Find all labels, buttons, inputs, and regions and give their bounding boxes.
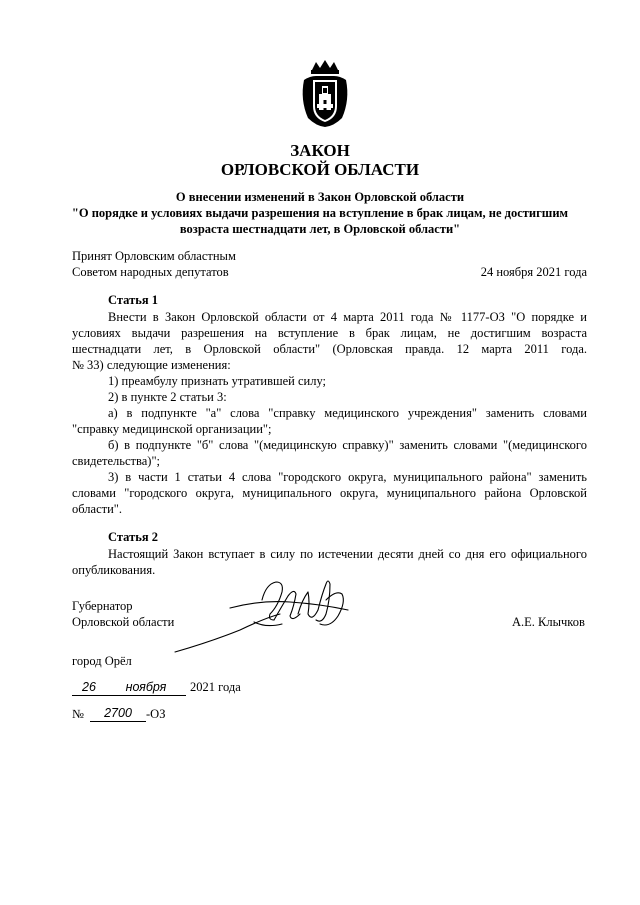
- article-1-line: № 33) следующие изменения:: [72, 358, 231, 372]
- signing-year: 2021 года: [190, 680, 241, 694]
- signatory-role-line-2: Орловской области: [72, 615, 175, 629]
- article-1-line: шестнадцати лет, в Орловской области" (Орловская правда. 12 марта 2011 года.: [72, 342, 587, 356]
- handwritten-signature-icon: [170, 570, 360, 660]
- article-2-line: Настоящий Закон вступает в силу по истечении десяти дней со дня его официального: [108, 547, 587, 561]
- article-1-subitem-b-cont: свидетельства)";: [72, 454, 161, 468]
- signatory-name: А.Е. Клычков: [512, 615, 585, 629]
- article-2-line: опубликования.: [72, 563, 156, 577]
- law-title: ЗАКОН: [290, 141, 350, 160]
- signing-month: ноября: [106, 680, 186, 696]
- article-1-line: Внести в Закон Орловской области от 4 марта 2011 года № 1177-ОЗ "О порядке и: [108, 310, 587, 324]
- article-1-subitem-a-cont: "справку медицинской организации";: [72, 422, 272, 436]
- law-number-prefix: №: [72, 707, 84, 721]
- article-1-subitem-a: а) в подпункте "а" слова "справку медицинского учреждения" заменить словами: [108, 406, 587, 420]
- law-subtitle-line-1: О внесении изменений в Закон Орловской области: [175, 190, 465, 204]
- adoption-date: 24 ноября 2021 года: [480, 265, 587, 279]
- signatory-role-line-1: Губернатор: [72, 599, 133, 613]
- oryol-coat-of-arms-icon: [300, 60, 350, 128]
- adopted-by-line-1: Принят Орловским областным: [72, 249, 236, 263]
- article-1-item-3: 3) в части 1 статьи 4 слова "городского округа, муниципального района" заменить: [108, 470, 587, 484]
- law-subtitle-line-3: возраста шестнадцати лет, в Орловской области": [179, 222, 461, 236]
- article-2-heading: Статья 2: [108, 530, 158, 544]
- adopted-by-line-2: Советом народных депутатов: [72, 265, 229, 279]
- law-number: 2700: [90, 706, 146, 722]
- law-number-suffix: -ОЗ: [146, 707, 166, 721]
- article-1-item-2: 2) в пункте 2 статьи 3:: [108, 390, 227, 404]
- article-1-heading: Статья 1: [108, 293, 158, 307]
- law-subtitle-line-2: "О порядке и условиях выдачи разрешения на вступление в брак лицам, не достигшим: [71, 206, 569, 220]
- region-title: ОРЛОВСКОЙ ОБЛАСТИ: [220, 160, 420, 179]
- signing-day: 26: [72, 680, 106, 696]
- article-1-item-1: 1) преамбулу признать утратившей силу;: [108, 374, 327, 388]
- article-1-subitem-b: б) в подпункте "б" слова "(медицинскую справку)" заменить словами "(медицинского: [108, 438, 587, 452]
- city-name: город Орёл: [72, 654, 132, 668]
- article-1-line: условиях выдачи разрешения на вступление в брак лицам, не достигшим возраста: [72, 326, 587, 340]
- article-1-item-3-cont: словами "городского округа, муниципального округа, муниципального района Орловской: [72, 486, 587, 500]
- article-1-item-3-end: области".: [72, 502, 123, 516]
